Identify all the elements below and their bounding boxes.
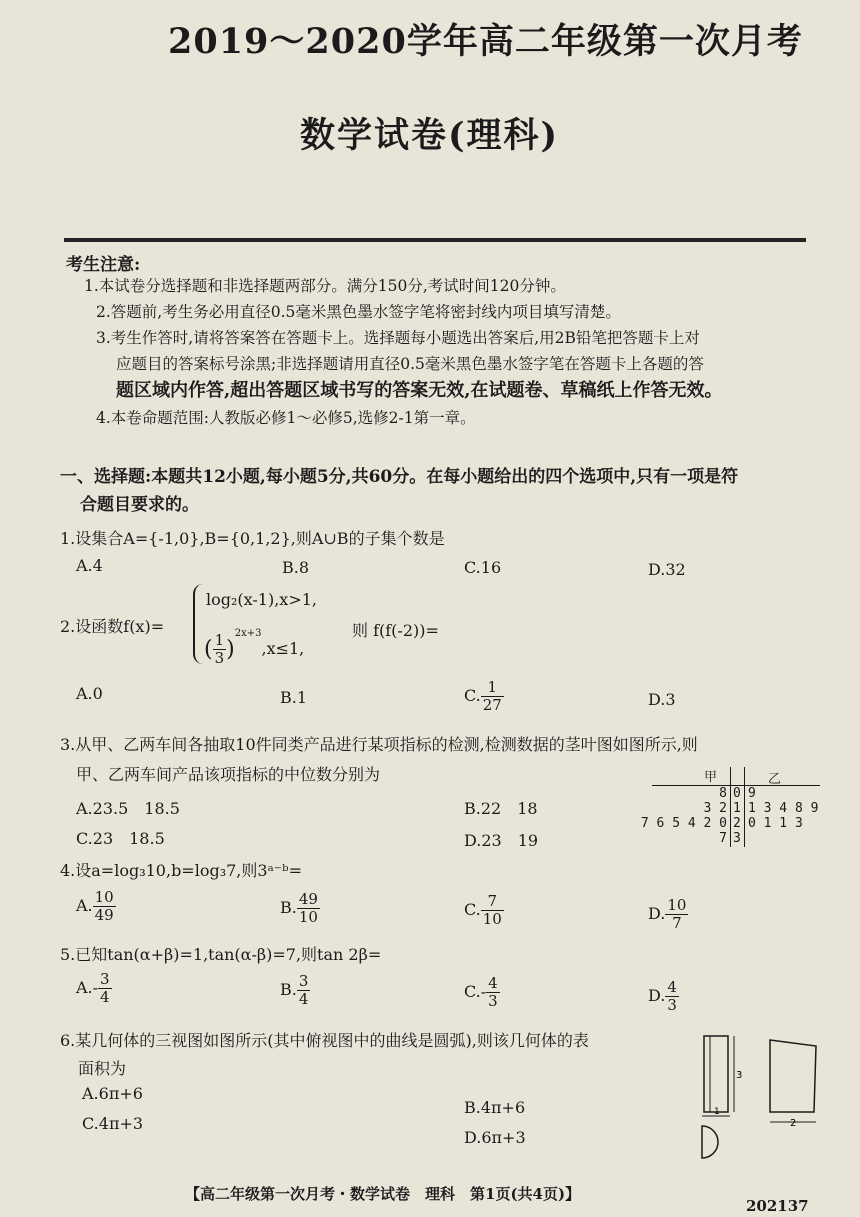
q5-option-a: A.- $\frac{3}{4}$ — [76, 970, 110, 1006]
q2-case-1: log₂(x-1),x>1, — [206, 590, 317, 609]
question-4-stem: 4.设a=log₃10,b=log₃7,则3ᵃ⁻ᵇ= — [60, 861, 302, 880]
q5-option-b: B. $\frac{3}{4}$ — [280, 972, 309, 1008]
dimension-1-label: 1 — [714, 1107, 720, 1117]
q2-option-a: A.0 — [76, 684, 103, 703]
question-1-stem: 1.设集合A={-1,0},B={0,1,2},则A∪B的子集个数是 — [60, 529, 445, 548]
q5-option-c: C.- $\frac{4}{3}$ — [464, 974, 498, 1010]
three-view-figure — [690, 1030, 830, 1170]
stem-leaf-row-0-stem: 0 — [733, 786, 741, 801]
q5-option-d: D. $\frac{4}{3}$ — [648, 978, 677, 1014]
notice-item-1: 1.本试卷分选择题和非选择题两部分。满分150分,考试时间120分钟。 — [84, 277, 566, 295]
notice-item-3: 3.考生作答时,请将答案答在答题卡上。选择题每小题选出答案后,用2B铅笔把答题卡上对 — [96, 329, 700, 347]
stem-leaf-row-0-right: 9 — [748, 786, 756, 801]
exam-subtitle: 数学试卷(理科) — [300, 115, 560, 156]
question-3-stem-cont: 甲、乙两车间产品该项指标的中位数分别为 — [76, 765, 381, 784]
q4-option-d: D. $\frac{10}{7}$ — [648, 896, 687, 932]
section-heading: 一、选择题:本题共12小题,每小题5分,共60分。在每小题给出的四个选项中,只有一项是符 — [60, 467, 739, 487]
side-view — [770, 1040, 816, 1122]
question-6-stem: 6.某几何体的三视图如图所示(其中俯视图中的曲线是圆弧),则该几何体的表 — [60, 1031, 589, 1050]
q2-option-d: D.3 — [648, 690, 676, 709]
q4-option-b: B. $\frac{49}{10}$ — [280, 890, 318, 926]
section-heading-cont: 合题目要求的。 — [80, 495, 199, 515]
notice-item-3-emphasis: 题区域内作答,超出答题区域书写的答案无效,在试题卷、草稿纸上作答无效。 — [116, 380, 723, 401]
document-code: 202137 — [746, 1197, 809, 1215]
q3-option-d: D.23 19 — [464, 831, 539, 850]
front-view — [702, 1036, 734, 1116]
stem-leaf-left-head: 甲 — [704, 770, 718, 785]
question-2-stem: 2.设函数f(x)= — [60, 617, 165, 636]
notice-item-3-cont: 应题目的答案标号涂黑;非选择题请用直径0.5毫米黑色墨水签字笔在答题卡上各题的答 — [116, 355, 704, 373]
q2-option-b: B.1 — [280, 688, 308, 707]
notice-item-4: 4.本卷命题范围:人教版必修1～必修5,选修2-1第一章。 — [96, 409, 476, 427]
header-divider — [64, 238, 806, 242]
q4-option-a: A. $\frac{10}{49}$ — [76, 888, 114, 924]
q2-ask: 则 f(f(-2))= — [352, 621, 439, 640]
stem-leaf-row-2-stem: 2 — [733, 816, 741, 831]
q3-option-c: C.23 18.5 — [76, 829, 165, 848]
stem-leaf-row-1-stem: 1 — [733, 801, 741, 816]
q2-option-c: C. $\frac{1}{27}$ — [464, 678, 502, 714]
notice-heading: 考生注意: — [66, 255, 141, 275]
question-5-stem: 5.已知tan(α+β)=1,tan(α-β)=7,则tan 2β= — [60, 945, 382, 964]
q3-option-a: A.23.5 18.5 — [76, 799, 180, 818]
stem-leaf-row-3-stem: 3 — [733, 831, 741, 846]
stem-leaf-row-0-left: 8 — [719, 786, 727, 801]
page-footer: 【高二年级第一次月考・数学试卷 理科 第1页(共4页)】 — [185, 1185, 581, 1203]
q6-option-a: A.6π+6 — [82, 1084, 143, 1103]
q1-option-c: C.16 — [464, 558, 502, 577]
q1-option-d: D.32 — [648, 560, 686, 579]
q1-option-b: B.8 — [282, 558, 310, 577]
top-view — [702, 1126, 718, 1158]
q6-option-d: D.6π+3 — [464, 1128, 526, 1147]
stem-leaf-left-rule — [730, 767, 731, 847]
q3-option-b: B.22 18 — [464, 799, 538, 818]
dimension-3-label: 3 — [736, 1070, 743, 1081]
q2-case-2: ( $\frac{1}{3}$ )$^{2x+3}$,x≤1, — [204, 628, 305, 667]
exam-title: 2019～2020学年高二年级第一次月考 — [168, 21, 803, 62]
question-3-stem: 3.从甲、乙两车间各抽取10件同类产品进行某项指标的检测,检测数据的茎叶图如图所示,则 — [60, 735, 698, 754]
stem-leaf-right-rule — [744, 767, 745, 847]
stem-leaf-row-3-left: 7 — [719, 831, 727, 846]
q4-option-c: C. $\frac{7}{10}$ — [464, 892, 502, 928]
q6-option-b: B.4π+6 — [464, 1098, 526, 1117]
question-6-stem-cont: 面积为 — [78, 1059, 127, 1078]
stem-leaf-right-head: 乙 — [768, 772, 782, 787]
stem-leaf-row-1-left: 3 2 — [703, 801, 727, 816]
stem-leaf-row-1-right: 1 3 4 8 9 — [748, 801, 819, 816]
stem-leaf-row-2-left: 7 6 5 4 2 0 — [640, 816, 727, 831]
q1-option-a: A.4 — [76, 556, 103, 575]
dimension-2-label: 2 — [790, 1118, 797, 1129]
q6-option-c: C.4π+3 — [82, 1114, 144, 1133]
notice-item-2: 2.答题前,考生务必用直径0.5毫米黑色墨水签字笔将密封线内项目填写清楚。 — [96, 303, 621, 321]
stem-leaf-row-2-right: 0 1 1 3 — [748, 816, 803, 831]
